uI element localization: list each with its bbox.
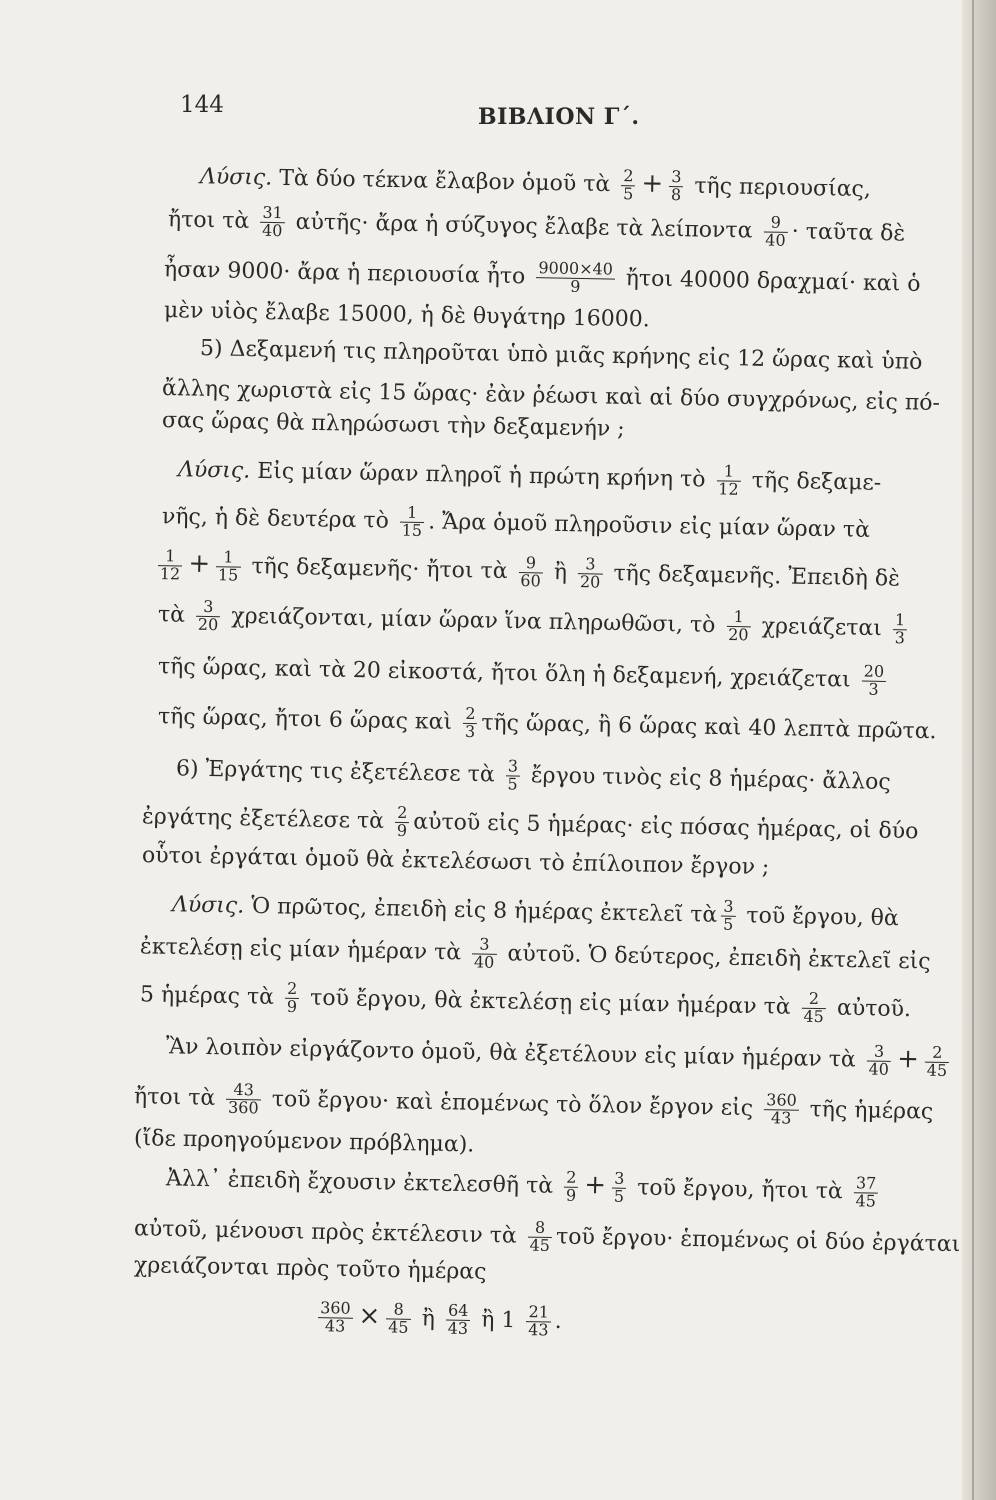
text-line-3: ἦσαν 9000· ἄρα ἡ περιουσία ἦτο $\frac{9000\times 40}{9}$ ἤτοι 40000 δραχμαί· καὶ ὁ — [163, 257, 921, 297]
fraction: $\frac{2}{9}$ — [565, 1167, 577, 1205]
fraction: $\frac{9}{60}$ — [518, 555, 543, 590]
page-edge — [962, 0, 996, 1500]
text-line-19: 5 ἡμέρας τὰ $\frac{2}{9}$ τοῦ ἔργου, θὰ ἐκτελέσῃ εἰς μίαν ἡμέραν τὰ $\frac{2}{45}$ αὐτοῦ. — [139, 978, 912, 1026]
fraction: $\frac{64}{43}$ — [447, 1300, 469, 1338]
fraction: $\frac{1}{15}$ — [216, 549, 241, 584]
fraction: $\frac{3}{5}$ — [507, 756, 519, 794]
text-line-1: Λύσις. Τὰ δύο τέκνα ἔλαβον ὁμοῦ τὰ $\frac{2}{5}$ + $\frac{3}{8}$ τῆς περιουσίας, — [199, 164, 872, 205]
final-equation: $\frac{360}{43}$ × $\frac{8}{45}$ ἢ $\frac{64}{43}$ ἢ 1 $\frac{21}{43}$ . — [314, 1300, 562, 1339]
text-line-9: νῆς, ἡ δὲ δευτέρα τὸ $\frac{1}{15}$ . Ἄρα ὁμοῦ πληροῦσιν εἰς μίαν ὥραν τὰ — [161, 502, 871, 543]
fraction: $\frac{2}{45}$ — [925, 1045, 950, 1080]
text-line-8: Λύσις. Εἰς μίαν ὥραν πληροῖ ἡ πρώτη κρήνη τὸ $\frac{1}{12}$ τῆς δεξαμε- — [177, 457, 882, 499]
fraction: $\frac{1}{15}$ — [399, 505, 424, 540]
fraction: $\frac{8}{45}$ — [386, 1301, 411, 1336]
text-line-17: Λύσις. Ὁ πρῶτος, ἐπειδὴ εἰς 8 ἡμέρας ἐκτελεῖ τὰ $\frac{3}{5}$ τοῦ ἔργου, θὰ — [171, 892, 900, 934]
text-line-4: μὲν υἱὸς ἔλαβε 15000, ἡ δὲ θυγάτηρ 16000. — [163, 298, 650, 333]
fraction: $\frac{3}{40}$ — [866, 1043, 891, 1078]
text-line-10: $\frac{1}{12}$ + $\frac{1}{15}$ τῆς δεξαμενῆς· ἤτοι τὰ $\frac{9}{60}$ ἢ $\frac{3}{20}$ τῆς δεξαμενῆς. Ἐπειδὴ δὲ — [159, 546, 901, 592]
problem-6-line-1: 6) Ἐργάτης τις ἐξετέλεσε τὰ $\frac{3}{5}$ ἔργου τινὸς εἰς 8 ἡμέρας· ἄλλος — [175, 756, 891, 796]
fraction: $\frac{3}{20}$ — [578, 556, 603, 591]
fraction: $\frac{3}{8}$ — [670, 167, 682, 205]
fraction: $\frac{2}{3}$ — [464, 703, 476, 741]
page-edge-line — [972, 0, 974, 1500]
text-line-12: τῆς ὥρας, καὶ τὰ 20 εἰκοστά, ἤτοι ὅλη ἡ δεξαμενή, χρειάζεται $\frac{20}{3}$ — [157, 654, 885, 699]
text-line-2: ἤτοι τὰ $\frac{31}{40}$ αὐτῆς· ἄρα ἡ σύζυγος ἔλαβε τὰ λείποντα $\frac{9}{40}$ · ταῦτα δὲ — [167, 202, 906, 250]
problem-5-line-2: ἄλλης χωριστὰ εἰς 15 ὥρας· ἐὰν ῥέωσι καὶ αἱ δύο συγχρόνως, εἰς πό- — [161, 376, 941, 416]
problem-5-line-1: 5) Δεξαμενή τις πληροῦται ὑπὸ μιᾶς κρήνης εἰς 12 ὥρας καὶ ὑπὸ — [199, 336, 923, 375]
fraction: $\frac{31}{40}$ — [261, 202, 283, 240]
fraction: $\frac{3}{40}$ — [472, 936, 497, 971]
fraction: $\frac{1}{12}$ — [158, 548, 183, 583]
fraction: $\frac{21}{43}$ — [528, 1302, 550, 1340]
text-line-18: ἐκτελέσῃ εἰς μίαν ἡμέραν τὰ $\frac{3}{40}$ αὐτοῦ. Ὁ δεύτερος, ἐπειδὴ ἐκτελεῖ εἰς — [139, 934, 931, 975]
fraction: $\frac{9}{40}$ — [763, 214, 788, 249]
fraction: $\frac{8}{45}$ — [527, 1220, 552, 1255]
solution-label: Λύσις. — [199, 164, 273, 191]
text-line-25: χρειάζονται πρὸς τοῦτο ἡμέρας — [133, 1253, 487, 1285]
fraction: $\frac{20}{3}$ — [861, 664, 886, 699]
text-line-20: Ἂν λοιπὸν εἰργάζοντο ὁμοῦ, θὰ ἐξετέλουν εἰς μίαν ἡμέραν τὰ $\frac{3}{40}$ + $\frac{2}{45}$ — [166, 1030, 954, 1080]
fraction: $\frac{3}{5}$ — [613, 1168, 625, 1206]
text-line-13: τῆς ὥρας, ἤτοι 6 ὥρας καὶ $\frac{2}{3}$ τῆς ὥρας, ἢ 6 ὥρας καὶ 40 λεπτὰ πρῶτα. — [157, 703, 937, 745]
text-line-21: ἤτοι τὰ $\frac{43}{360}$ τοῦ ἔργου· καὶ ἑπομένως τὸ ὅλον ἔργον εἰς $\frac{360}{43}$ τῆς ἡμέρας — [133, 1079, 934, 1128]
fraction: $\frac{3}{5}$ — [722, 896, 734, 934]
page-number: 144 — [180, 92, 224, 118]
fraction: $\frac{360}{43}$ — [318, 1300, 353, 1335]
fraction: $\frac{2}{45}$ — [801, 991, 826, 1026]
solution-label: Λύσις. — [177, 457, 251, 484]
solution-label: Λύσις. — [171, 892, 245, 919]
fraction: $\frac{2}{5}$ — [622, 166, 634, 204]
text-line-11: τὰ $\frac{3}{20}$ χρειάζονται, μίαν ὥραν ἵνα πληρωθῶσι, τὸ $\frac{1}{20}$ χρειάζεται $\frac{1}{3}$ — [157, 596, 906, 648]
fraction: $\frac{3}{20}$ — [196, 599, 221, 634]
fraction: $\frac{2}{9}$ — [286, 978, 298, 1016]
text-line-22: (ἴδε προηγούμενον πρόβλημα). — [133, 1126, 475, 1158]
fraction: $\frac{43}{360}$ — [226, 1082, 261, 1117]
running-title: ΒΙΒΛΙΟΝ Γ΄. — [478, 104, 640, 130]
fraction: $\frac{1}{12}$ — [716, 463, 741, 498]
text-line-24: αὐτοῦ, μένουσι πρὸς ἐκτέλεσιν τὰ $\frac{8}{45}$ τοῦ ἔργου· ἑπομένως οἱ δύο ἐργάται — [133, 1216, 961, 1258]
text-line-23: Ἀλλ᾽ ἐπειδὴ ἔχουσιν ἐκτελεσθῆ τὰ $\frac{2}{9}$ + $\frac{3}{5}$ τοῦ ἔργου, ἤτοι τὰ $\frac{37}{45}$ — [165, 1166, 877, 1211]
fraction: $\frac{360}{43}$ — [764, 1092, 799, 1127]
problem-5-line-3: σας ὥρας θὰ πληρώσωσι τὴν δεξαμενήν ; — [161, 408, 625, 442]
fraction: $\frac{37}{45}$ — [855, 1173, 877, 1211]
problem-6-line-2: ἐργάτης ἐξετέλεσε τὰ $\frac{2}{9}$ αὐτοῦ εἰς 5 ἡμέρας· εἰς πόσας ἡμέρας, οἱ δύο — [141, 802, 919, 845]
fraction: $\frac{1}{20}$ — [726, 609, 751, 644]
fraction: $\frac{2}{9}$ — [396, 802, 408, 840]
fraction: $\frac{9000\times 40}{9}$ — [536, 260, 615, 296]
problem-6-line-3: οὗτοι ἐργάται ὁμοῦ θὰ ἐκτελέσωσι τὸ ἐπίλοιπον ἔργον ; — [141, 843, 770, 881]
fraction: $\frac{1}{3}$ — [894, 610, 906, 648]
